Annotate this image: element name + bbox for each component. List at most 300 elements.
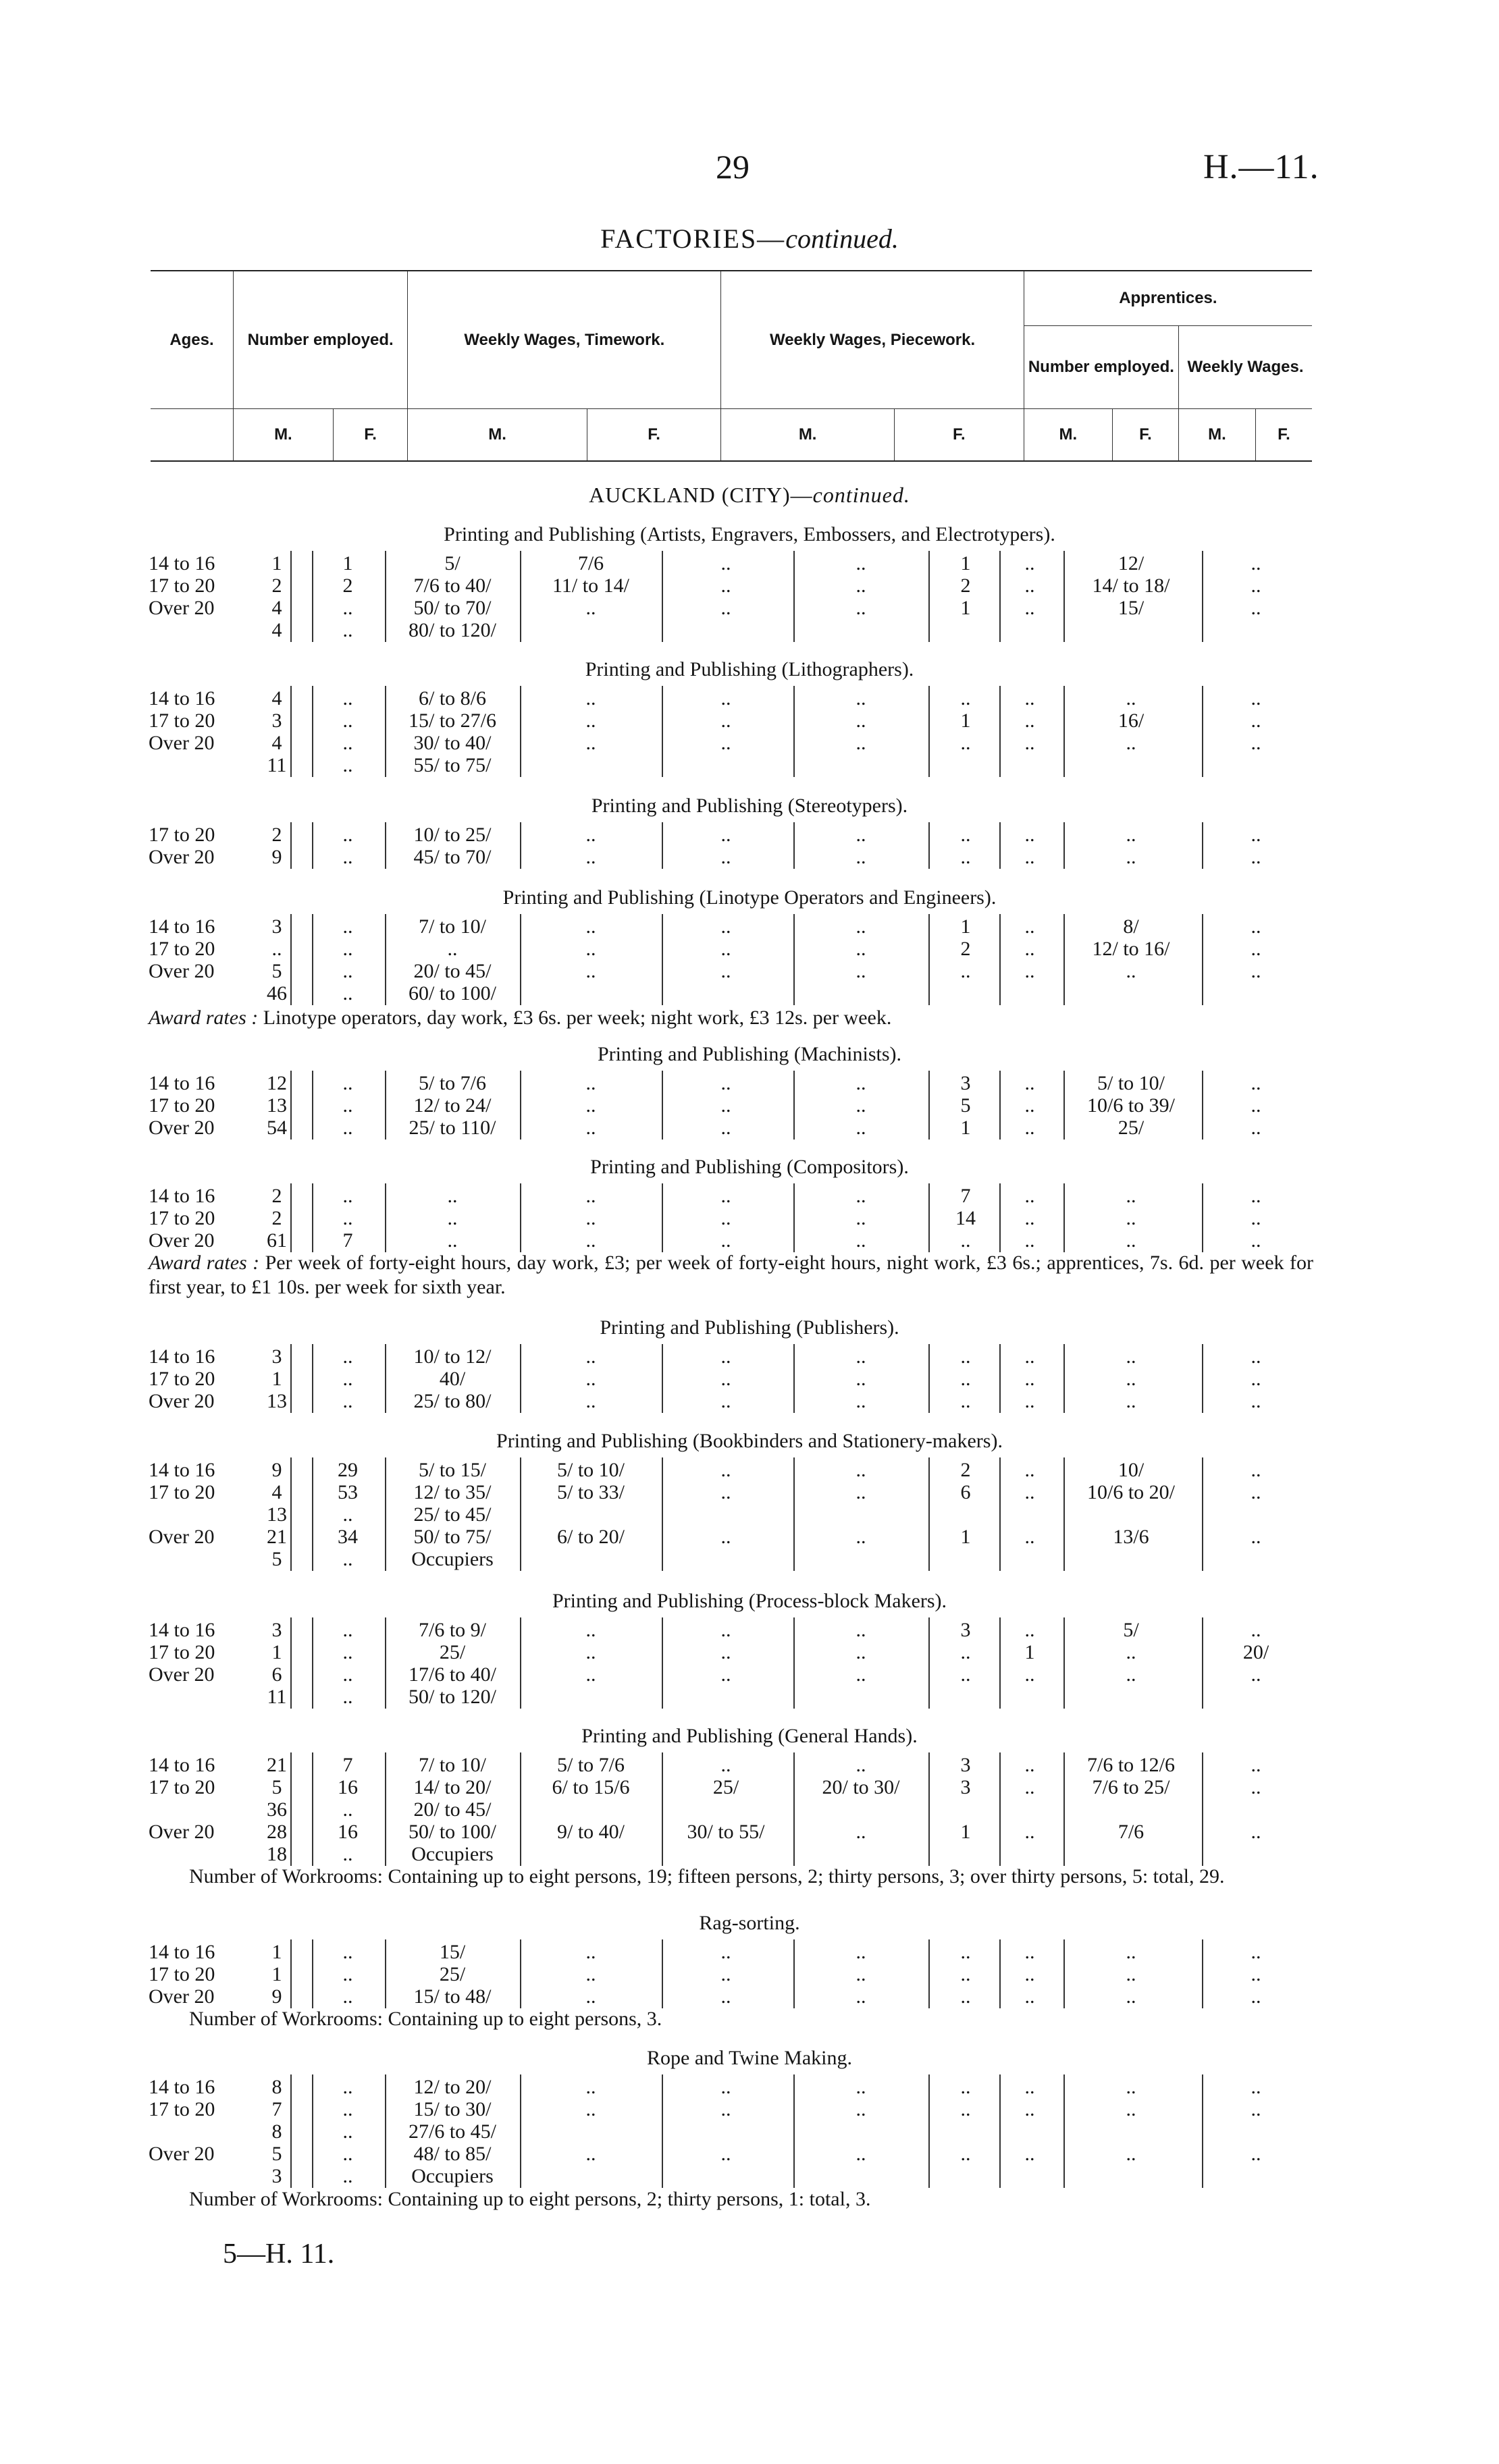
- timework-m-cell: ..: [447, 1229, 458, 1252]
- age-cell: Over 20: [149, 1390, 215, 1412]
- table-row: [0, 1776, 1499, 1799]
- workrooms-note: Number of Workrooms: Containing up to eight persons, 19; fifteen persons, 2; thirty persons, 3; over thirty persons, 5: total, 29.: [189, 1865, 1225, 1887]
- piecework-f-cell: ..: [856, 1941, 866, 1963]
- age-cell: 17 to 20: [149, 574, 215, 597]
- column-rule: [312, 1344, 313, 1413]
- column-rule: [1202, 1071, 1203, 1140]
- age-cell: 14 to 16: [149, 1345, 215, 1368]
- column-rule: [662, 1457, 663, 1571]
- piecework-m-cell: ..: [720, 1963, 731, 1985]
- column-rule: [385, 1457, 386, 1571]
- piecework-f-cell: ..: [856, 1229, 866, 1252]
- column-rule: [520, 822, 521, 869]
- column-rule: [662, 551, 663, 642]
- number-f-cell: ..: [342, 1345, 353, 1368]
- apprentice-wage-f-cell: ..: [1251, 1345, 1261, 1368]
- timework-m-cell: 25/: [439, 1963, 466, 1985]
- apprentice-m-cell: ..: [960, 2143, 971, 2165]
- number-f-cell: 2: [342, 574, 353, 597]
- number-f-cell: ..: [342, 1368, 353, 1390]
- apprentice-wage-f-cell: ..: [1251, 552, 1261, 574]
- timework-f-cell: 11/ to 14/: [552, 574, 629, 597]
- table-row: [0, 938, 1499, 961]
- table-row: [0, 1843, 1499, 1866]
- timework-m-cell: 50/ to 70/: [413, 597, 492, 619]
- timework-m-cell: 25/: [439, 1641, 466, 1663]
- table-row: [0, 2120, 1499, 2143]
- apprentice-m-cell: 14: [955, 1207, 976, 1229]
- column-rule: [1202, 686, 1203, 777]
- column-rule: [1202, 1752, 1203, 1866]
- piecework-f-cell: ..: [856, 1526, 866, 1548]
- piecework-f-cell: ..: [856, 824, 866, 846]
- col-apprentices: Apprentices.: [1024, 271, 1312, 326]
- column-rule: [662, 686, 663, 777]
- timework-f-cell: ..: [585, 824, 596, 846]
- timework-f-cell: ..: [585, 1963, 596, 1985]
- piecework-m-cell: 30/ to 55/: [687, 1821, 765, 1843]
- apprentice-f-cell: ..: [1024, 1754, 1035, 1776]
- apprentice-f-cell: ..: [1024, 1963, 1035, 1985]
- col-number-employed: Number employed.: [234, 271, 408, 409]
- number-m-cell: 1: [271, 1963, 282, 1985]
- timework-f-cell: ..: [585, 1229, 596, 1252]
- number-m-cell: 2: [271, 574, 282, 597]
- table-row: [0, 1390, 1499, 1413]
- number-m-cell: 5: [271, 1776, 282, 1798]
- column-rule: [312, 1939, 313, 2008]
- table-row: [0, 1985, 1499, 2008]
- table-row: [0, 2165, 1499, 2188]
- award-rates-note: [149, 1006, 1313, 1030]
- apprentice-wage-f-cell: ..: [1251, 2143, 1261, 2165]
- apprentice-m-cell: ..: [960, 1368, 971, 1390]
- apprentice-m-cell: ..: [960, 732, 971, 754]
- apprentice-wage-m-cell: 10/6 to 39/: [1086, 1094, 1175, 1117]
- timework-m-cell: 14/ to 20/: [413, 1776, 492, 1798]
- column-rule: [1063, 1939, 1065, 2008]
- apprentice-wage-f-cell: ..: [1251, 574, 1261, 597]
- age-cell: 14 to 16: [149, 1185, 215, 1207]
- apprentice-f-cell: ..: [1024, 709, 1035, 732]
- hdr-f: F.: [587, 409, 721, 462]
- timework-m-cell: 5/ to 7/6: [418, 1072, 486, 1094]
- piecework-m-cell: ..: [720, 2098, 731, 2120]
- timework-f-cell: 7/6: [577, 552, 604, 574]
- piecework-f-cell: ..: [856, 915, 866, 938]
- column-rule: [793, 1183, 795, 1252]
- number-m-cell: 9: [271, 846, 282, 868]
- number-f-cell: 29: [338, 1459, 358, 1481]
- number-m-cell: 3: [271, 1345, 282, 1368]
- piecework-f-cell: ..: [856, 1185, 866, 1207]
- number-f-cell: ..: [342, 1117, 353, 1139]
- timework-f-cell: ..: [585, 1985, 596, 2008]
- number-f-cell: ..: [342, 1072, 353, 1094]
- piecework-f-cell: ..: [856, 846, 866, 868]
- apprentice-m-cell: ..: [960, 824, 971, 846]
- piecework-m-cell: ..: [720, 1641, 731, 1663]
- apprentice-f-cell: ..: [1024, 1207, 1035, 1229]
- apprentice-wage-f-cell: ..: [1251, 824, 1261, 846]
- table-row: [0, 1368, 1499, 1391]
- apprentice-f-cell: ..: [1024, 2076, 1035, 2098]
- column-rule: [312, 1183, 313, 1252]
- number-m-cell: 4: [271, 687, 282, 709]
- table-row: [0, 2143, 1499, 2166]
- timework-m-cell: 6/ to 8/6: [418, 687, 486, 709]
- number-f-cell: ..: [342, 2165, 353, 2187]
- number-m-cell: 3: [271, 1619, 282, 1641]
- apprentice-wage-m-cell: 10/: [1117, 1459, 1145, 1481]
- age-cell: 17 to 20: [149, 709, 215, 732]
- number-m-cell: 4: [271, 1481, 282, 1503]
- number-m-cell: ..: [271, 938, 282, 960]
- column-rule: [520, 686, 521, 777]
- table-row: [0, 1503, 1499, 1526]
- column-rule: [520, 1939, 521, 2008]
- number-f-cell: ..: [342, 1963, 353, 1985]
- piecework-f-cell: ..: [856, 1207, 866, 1229]
- number-f-cell: 7: [342, 1229, 353, 1252]
- section-title: Printing and Publishing (Artists, Engravers, Embossers, and Electrotypers).: [444, 523, 1055, 545]
- apprentice-wage-m-cell: ..: [1126, 1390, 1136, 1412]
- column-rule: [999, 1939, 1001, 2008]
- city-name: AUCKLAND (CITY)—: [589, 483, 813, 507]
- timework-m-cell: 7/6 to 9/: [418, 1619, 486, 1641]
- section-title: Printing and Publishing (Stereotypers).: [591, 795, 908, 817]
- number-f-cell: 16: [338, 1821, 358, 1843]
- table-row: [0, 2076, 1499, 2099]
- col-app-number: Number employed.: [1024, 326, 1178, 409]
- timework-f-cell: ..: [585, 1619, 596, 1641]
- age-cell: 17 to 20: [149, 824, 215, 846]
- number-f-cell: ..: [342, 1503, 353, 1526]
- piecework-f-cell: ..: [856, 960, 866, 982]
- piecework-m-cell: ..: [720, 2076, 731, 2098]
- apprentice-wage-f-cell: ..: [1251, 1963, 1261, 1985]
- number-m-cell: 61: [267, 1229, 287, 1252]
- column-rule: [290, 1344, 292, 1413]
- table-row: [0, 574, 1499, 597]
- apprentice-f-cell: ..: [1024, 1229, 1035, 1252]
- number-m-cell: 5: [271, 1548, 282, 1570]
- table-row: [0, 1345, 1499, 1368]
- apprentice-f-cell: ..: [1024, 687, 1035, 709]
- piecework-m-cell: ..: [720, 552, 731, 574]
- number-m-cell: 3: [271, 709, 282, 732]
- apprentice-m-cell: ..: [960, 2098, 971, 2120]
- apprentice-m-cell: 3: [960, 1776, 971, 1798]
- number-m-cell: 2: [271, 1207, 282, 1229]
- timework-f-cell: ..: [585, 1368, 596, 1390]
- apprentice-m-cell: 6: [960, 1481, 971, 1503]
- number-f-cell: ..: [342, 597, 353, 619]
- piecework-f-cell: ..: [856, 938, 866, 960]
- hdr-f: F.: [1256, 409, 1313, 462]
- column-rule: [290, 2074, 292, 2188]
- apprentice-wage-m-cell: 25/: [1117, 1117, 1145, 1139]
- timework-m-cell: 12/ to 20/: [413, 2076, 492, 2098]
- column-rule: [662, 2074, 663, 2188]
- table-row: [0, 1207, 1499, 1230]
- column-rule: [928, 1457, 930, 1571]
- document-ref: H.—11.: [1203, 148, 1319, 186]
- timework-f-cell: ..: [585, 709, 596, 732]
- apprentice-wage-m-cell: ..: [1126, 2143, 1136, 2165]
- piecework-f-cell: ..: [856, 597, 866, 619]
- timework-m-cell: 45/ to 70/: [413, 846, 492, 868]
- hdr-m: M.: [408, 409, 587, 462]
- apprentice-f-cell: ..: [1024, 1072, 1035, 1094]
- age-cell: Over 20: [149, 1229, 215, 1252]
- apprentice-wage-m-cell: 7/6: [1117, 1821, 1145, 1843]
- hdr-f: F.: [1112, 409, 1178, 462]
- column-rule: [312, 1071, 313, 1140]
- apprentice-f-cell: ..: [1024, 552, 1035, 574]
- column-rule: [928, 2074, 930, 2188]
- column-rule: [662, 914, 663, 1005]
- piecework-m-cell: ..: [720, 1207, 731, 1229]
- apprentice-f-cell: ..: [1024, 1941, 1035, 1963]
- section-title: Rope and Twine Making.: [647, 2047, 852, 2069]
- piecework-f-cell: ..: [856, 1390, 866, 1412]
- timework-f-cell: ..: [585, 1663, 596, 1686]
- column-rule: [928, 1617, 930, 1709]
- timework-m-cell: Occupiers: [411, 2165, 494, 2187]
- timework-m-cell: 15/ to 30/: [413, 2098, 492, 2120]
- column-rule: [793, 551, 795, 642]
- apprentice-f-cell: 1: [1024, 1641, 1035, 1663]
- column-rule: [385, 914, 386, 1005]
- apprentice-m-cell: 2: [960, 1459, 971, 1481]
- piecework-m-cell: ..: [720, 1619, 731, 1641]
- apprentice-m-cell: 1: [960, 915, 971, 938]
- apprentice-wage-m-cell: 8/: [1123, 915, 1139, 938]
- column-rule: [520, 1752, 521, 1866]
- apprentice-f-cell: ..: [1024, 1663, 1035, 1686]
- column-rule: [793, 686, 795, 777]
- apprentice-m-cell: ..: [960, 1663, 971, 1686]
- timework-f-cell: ..: [585, 732, 596, 754]
- col-piecework: Weekly Wages, Piecework.: [721, 271, 1024, 409]
- piecework-f-cell: ..: [856, 1072, 866, 1094]
- column-rule: [662, 822, 663, 869]
- table-row: [0, 2098, 1499, 2121]
- apprentice-f-cell: ..: [1024, 960, 1035, 982]
- timework-m-cell: ..: [447, 1185, 458, 1207]
- column-rule: [999, 1071, 1001, 1140]
- apprentice-f-cell: ..: [1024, 846, 1035, 868]
- apprentice-m-cell: ..: [960, 1390, 971, 1412]
- piecework-m-cell: ..: [720, 1072, 731, 1094]
- table-row: [0, 824, 1499, 847]
- table-row: [0, 1798, 1499, 1821]
- piecework-f-cell: ..: [856, 709, 866, 732]
- timework-f-cell: ..: [585, 960, 596, 982]
- number-m-cell: 18: [267, 1843, 287, 1865]
- column-rule: [928, 686, 930, 777]
- piecework-f-cell: ..: [856, 1094, 866, 1117]
- column-rule: [662, 1939, 663, 2008]
- number-f-cell: ..: [342, 960, 353, 982]
- col-app-wages: Weekly Wages.: [1178, 326, 1312, 409]
- column-rule: [1202, 1617, 1203, 1709]
- column-rule: [999, 822, 1001, 869]
- table-row: [0, 1686, 1499, 1709]
- timework-f-cell: ..: [585, 2143, 596, 2165]
- column-rule: [928, 1183, 930, 1252]
- timework-m-cell: 7/ to 10/: [418, 915, 486, 938]
- column-rule: [290, 1939, 292, 2008]
- timework-f-cell: 6/ to 20/: [556, 1526, 625, 1548]
- timework-m-cell: 27/6 to 45/: [408, 2120, 496, 2143]
- number-m-cell: 46: [267, 982, 287, 1005]
- title-main: FACTORIES—: [600, 223, 786, 254]
- piecework-m-cell: ..: [720, 1185, 731, 1207]
- timework-f-cell: ..: [585, 1117, 596, 1139]
- number-m-cell: 3: [271, 915, 282, 938]
- apprentice-wage-f-cell: ..: [1251, 1459, 1261, 1481]
- section-title: Printing and Publishing (Machinists).: [598, 1043, 901, 1065]
- column-rule: [312, 2074, 313, 2188]
- piecework-m-cell: ..: [720, 1481, 731, 1503]
- number-m-cell: 12: [267, 1072, 287, 1094]
- column-header-table: [151, 270, 1312, 462]
- column-rule: [312, 1617, 313, 1709]
- column-rule: [520, 1344, 521, 1413]
- timework-f-cell: ..: [585, 2076, 596, 2098]
- apprentice-wage-f-cell: ..: [1251, 1390, 1261, 1412]
- column-rule: [1063, 1752, 1065, 1866]
- column-rule: [290, 1183, 292, 1252]
- apprentice-wage-f-cell: ..: [1251, 1229, 1261, 1252]
- hdr-f: F.: [333, 409, 407, 462]
- number-f-cell: 34: [338, 1526, 358, 1548]
- col-timework: Weekly Wages, Timework.: [408, 271, 721, 409]
- timework-f-cell: ..: [585, 1185, 596, 1207]
- column-rule: [520, 1183, 521, 1252]
- column-rule: [312, 822, 313, 869]
- column-rule: [793, 1752, 795, 1866]
- piecework-m-cell: ..: [720, 1459, 731, 1481]
- piecework-f-cell: 20/ to 30/: [822, 1776, 900, 1798]
- apprentice-f-cell: ..: [1024, 1821, 1035, 1843]
- piecework-m-cell: ..: [720, 1368, 731, 1390]
- apprentice-wage-m-cell: ..: [1126, 1963, 1136, 1985]
- table-row: [0, 709, 1499, 732]
- apprentice-wage-m-cell: ..: [1126, 1345, 1136, 1368]
- timework-f-cell: 6/ to 15/6: [552, 1776, 630, 1798]
- number-f-cell: ..: [342, 2143, 353, 2165]
- timework-m-cell: 10/ to 12/: [413, 1345, 492, 1368]
- column-rule: [1063, 822, 1065, 869]
- number-f-cell: ..: [342, 2076, 353, 2098]
- table-row: [0, 1117, 1499, 1140]
- column-rule: [1063, 1183, 1065, 1252]
- column-rule: [1202, 551, 1203, 642]
- table-row: [0, 732, 1499, 755]
- column-rule: [385, 1071, 386, 1140]
- piecework-m-cell: ..: [720, 687, 731, 709]
- timework-m-cell: 40/: [439, 1368, 466, 1390]
- column-rule: [999, 1344, 1001, 1413]
- piecework-m-cell: ..: [720, 1985, 731, 2008]
- piecework-m-cell: ..: [720, 597, 731, 619]
- apprentice-wage-f-cell: ..: [1251, 915, 1261, 938]
- column-rule: [662, 1183, 663, 1252]
- apprentice-m-cell: 3: [960, 1754, 971, 1776]
- apprentice-wage-m-cell: 7/6 to 25/: [1092, 1776, 1170, 1798]
- apprentice-wage-m-cell: ..: [1126, 824, 1136, 846]
- timework-m-cell: 17/6 to 40/: [408, 1663, 496, 1686]
- piecework-m-cell: ..: [720, 1390, 731, 1412]
- apprentice-m-cell: 2: [960, 938, 971, 960]
- timework-m-cell: 50/ to 75/: [413, 1526, 492, 1548]
- apprentice-wage-f-cell: 20/: [1242, 1641, 1269, 1663]
- column-rule: [793, 822, 795, 869]
- column-rule: [385, 1939, 386, 2008]
- apprentice-m-cell: ..: [960, 1229, 971, 1252]
- apprentice-m-cell: ..: [960, 687, 971, 709]
- apprentice-m-cell: 7: [960, 1185, 971, 1207]
- col-ages-blank: [151, 409, 234, 462]
- timework-f-cell: 9/ to 40/: [556, 1821, 625, 1843]
- number-f-cell: ..: [342, 1390, 353, 1412]
- number-m-cell: 3: [271, 2165, 282, 2187]
- apprentice-m-cell: ..: [960, 1345, 971, 1368]
- apprentice-f-cell: ..: [1024, 1390, 1035, 1412]
- column-rule: [290, 1617, 292, 1709]
- age-cell: 17 to 20: [149, 1094, 215, 1117]
- column-rule: [662, 1752, 663, 1866]
- column-rule: [999, 1183, 1001, 1252]
- apprentice-f-cell: ..: [1024, 824, 1035, 846]
- apprentice-m-cell: ..: [960, 1641, 971, 1663]
- column-rule: [1063, 2074, 1065, 2188]
- piecework-f-cell: ..: [856, 2098, 866, 2120]
- timework-f-cell: ..: [585, 915, 596, 938]
- table-row: [0, 1941, 1499, 1964]
- piecework-f-cell: ..: [856, 1117, 866, 1139]
- apprentice-wage-f-cell: ..: [1251, 1941, 1261, 1963]
- timework-f-cell: ..: [585, 687, 596, 709]
- section-title: Rag-sorting.: [699, 1912, 800, 1934]
- apprentice-wage-f-cell: ..: [1251, 1207, 1261, 1229]
- column-rule: [1202, 914, 1203, 1005]
- apprentice-wage-f-cell: ..: [1251, 2076, 1261, 2098]
- workrooms-note: Number of Workrooms: Containing up to eight persons, 2; thirty persons, 1: total, 3.: [189, 2188, 871, 2210]
- apprentice-wage-m-cell: 12/: [1117, 552, 1145, 574]
- number-m-cell: 4: [271, 597, 282, 619]
- award-rates-label: Award rates :: [149, 1252, 260, 1274]
- apprentice-wage-f-cell: ..: [1251, 1072, 1261, 1094]
- piecework-f-cell: ..: [856, 2076, 866, 2098]
- apprentice-wage-f-cell: ..: [1251, 1821, 1261, 1843]
- timework-m-cell: 5/ to 15/: [418, 1459, 486, 1481]
- column-rule: [662, 1617, 663, 1709]
- age-cell: Over 20: [149, 1985, 215, 2008]
- number-f-cell: ..: [342, 915, 353, 938]
- apprentice-m-cell: 1: [960, 1117, 971, 1139]
- apprentice-wage-m-cell: ..: [1126, 1185, 1136, 1207]
- age-cell: 14 to 16: [149, 552, 215, 574]
- timework-m-cell: 48/ to 85/: [413, 2143, 492, 2165]
- age-cell: 14 to 16: [149, 2076, 215, 2098]
- column-rule: [662, 1344, 663, 1413]
- column-rule: [999, 1457, 1001, 1571]
- age-cell: Over 20: [149, 732, 215, 754]
